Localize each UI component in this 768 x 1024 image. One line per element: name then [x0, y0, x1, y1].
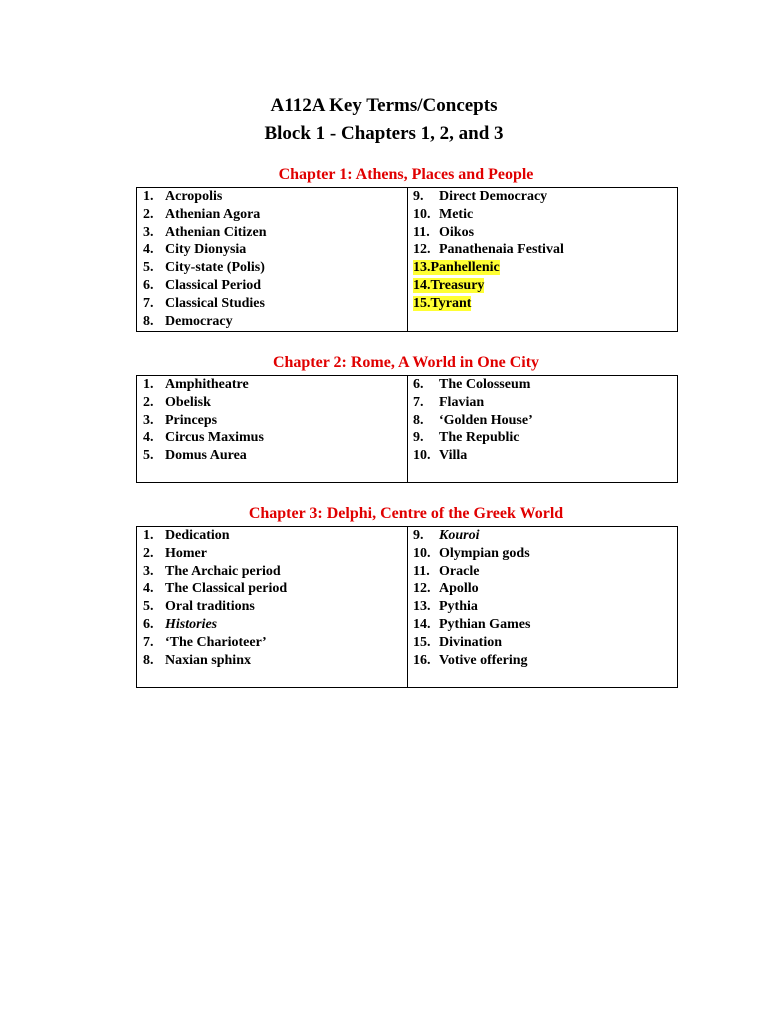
- item-number: 15.: [413, 634, 431, 650]
- term-entry: [413, 430, 520, 445]
- chapter-3-left-column: [143, 527, 287, 669]
- column-divider: [407, 376, 408, 482]
- list-item: [413, 241, 564, 259]
- chapter-1-left-column: [143, 188, 267, 330]
- item-number: 8.: [413, 412, 424, 428]
- chapter-3-heading: Chapter 3: Delphi, Centre of the Greek World: [248, 505, 564, 522]
- chapter-3-terms-table: [136, 526, 678, 688]
- term-entry: [413, 546, 530, 561]
- item-term: Domus Aurea: [165, 448, 247, 464]
- term-entry: [413, 448, 467, 463]
- item-number: 3.: [143, 224, 154, 240]
- item-number: 2.: [143, 206, 154, 222]
- item-number: 10.: [413, 448, 431, 464]
- list-item: [413, 447, 533, 465]
- list-item: [413, 563, 530, 581]
- item-term: Direct Democracy: [439, 189, 548, 204]
- item-number: 13.: [413, 599, 431, 615]
- item-number: 5.: [143, 260, 154, 276]
- item-number: 3.: [143, 563, 154, 579]
- list-item: [413, 394, 533, 412]
- item-number: 4.: [143, 242, 154, 258]
- list-item: [143, 224, 267, 242]
- chapter-1-right-column: [413, 188, 564, 313]
- chapter-3-right-column: [413, 527, 530, 669]
- item-term: Naxian sphinx: [165, 652, 251, 668]
- list-item: [143, 580, 287, 598]
- list-item: [413, 545, 530, 563]
- highlighted-term: [413, 278, 484, 293]
- term-entry: [413, 617, 530, 632]
- list-item: [143, 634, 287, 652]
- list-item: [143, 376, 264, 394]
- item-term: Votive offering: [439, 652, 528, 668]
- item-number: 5.: [143, 599, 154, 615]
- item-term: City Dionysia: [165, 242, 247, 258]
- term-entry: [413, 581, 479, 596]
- item-number: 1.: [143, 528, 154, 543]
- item-term: Oracle: [439, 563, 480, 579]
- item-number: 7.: [143, 634, 154, 650]
- item-number: 11.: [413, 224, 430, 240]
- term-entry: [143, 581, 287, 596]
- item-number: 14.: [413, 616, 431, 632]
- chapter-1-terms-table: [136, 187, 678, 332]
- item-number: 4.: [143, 430, 154, 446]
- item-term: Circus Maximus: [165, 430, 264, 446]
- item-term: Athenian Agora: [165, 206, 261, 222]
- term-entry: [413, 225, 474, 240]
- item-term: Acropolis: [165, 189, 223, 204]
- term-entry: [143, 528, 230, 543]
- list-item: [413, 277, 564, 295]
- term-entry: [413, 377, 530, 392]
- list-item: [143, 412, 264, 430]
- item-term: Metic: [439, 206, 474, 222]
- item-number: 4.: [143, 581, 154, 597]
- list-item: [413, 429, 533, 447]
- term-entry: [143, 653, 251, 668]
- item-term: Histories: [165, 616, 218, 632]
- term-entry: [143, 617, 217, 632]
- term-entry: [143, 635, 267, 650]
- term-entry: [143, 599, 255, 614]
- item-number: 11.: [413, 563, 430, 579]
- item-number: 3.: [143, 412, 154, 428]
- item-term: Villa: [439, 448, 468, 464]
- list-item: [143, 429, 264, 447]
- item-term: Democracy: [165, 313, 233, 329]
- item-term: Oikos: [439, 224, 475, 240]
- item-number: 5.: [143, 448, 154, 464]
- item-term: Flavian: [439, 394, 485, 410]
- term-entry: [143, 260, 265, 275]
- document-subtitle: Block 1 - Chapters 1, 2, and 3: [264, 123, 504, 144]
- list-item: [143, 259, 267, 277]
- term-entry: [143, 189, 222, 204]
- item-term: Classical Period: [165, 277, 262, 293]
- list-item: [143, 295, 267, 313]
- item-number: 14.: [413, 277, 431, 293]
- item-number: 12.: [413, 581, 431, 597]
- term-entry: [143, 430, 264, 445]
- item-number: 7.: [143, 295, 154, 311]
- item-number: 16.: [413, 652, 431, 668]
- list-item: [143, 241, 267, 259]
- item-term: Divination: [439, 634, 503, 650]
- list-item: [413, 616, 530, 634]
- term-entry: [143, 225, 267, 240]
- term-entry: [143, 448, 247, 463]
- list-item: [413, 412, 533, 430]
- term-entry: [143, 207, 260, 222]
- term-entry: [413, 635, 502, 650]
- term-entry: [413, 653, 528, 668]
- chapter-1-heading: Chapter 1: Athens, Places and People: [278, 166, 534, 183]
- item-term: Olympian gods: [439, 545, 530, 561]
- item-term: The Republic: [439, 430, 520, 446]
- list-item: [143, 447, 264, 465]
- item-term: Apollo: [439, 581, 479, 597]
- chapter-2-terms-table: [136, 375, 678, 483]
- item-term: The Archaic period: [165, 563, 281, 579]
- item-term: The Classical period: [165, 581, 288, 597]
- list-item: [143, 188, 267, 206]
- list-item: [143, 206, 267, 224]
- item-term: Treasury: [430, 277, 485, 293]
- list-item: [413, 259, 564, 277]
- chapter-2-right-column: [413, 376, 533, 465]
- column-divider: [407, 188, 408, 331]
- list-item: [413, 580, 530, 598]
- highlighted-term: [413, 260, 500, 275]
- list-item: [413, 206, 564, 224]
- list-item: [413, 188, 564, 206]
- item-term: Pythia: [439, 599, 478, 615]
- list-item: [143, 394, 264, 412]
- list-item: [413, 295, 564, 313]
- item-term: Princeps: [165, 412, 218, 428]
- item-term: Obelisk: [165, 394, 211, 410]
- list-item: [413, 376, 533, 394]
- column-divider: [407, 527, 408, 687]
- list-item: [143, 616, 287, 634]
- item-term: Oral traditions: [165, 599, 255, 615]
- list-item: [143, 277, 267, 295]
- item-number: 1.: [143, 189, 154, 204]
- item-term: Homer: [165, 545, 207, 561]
- term-entry: [143, 546, 207, 561]
- item-number: 6.: [413, 377, 424, 392]
- list-item: [143, 313, 267, 331]
- item-term: The Colosseum: [439, 377, 531, 392]
- chapter-2-left-column: [143, 376, 264, 465]
- item-term: Panhellenic: [430, 260, 500, 276]
- term-entry: [413, 528, 479, 543]
- term-entry: [143, 413, 217, 428]
- item-number: 8.: [143, 652, 154, 668]
- list-item: [143, 527, 287, 545]
- item-number: 12.: [413, 242, 431, 258]
- item-number: 6.: [143, 277, 154, 293]
- item-number: 7.: [413, 394, 424, 410]
- item-term: Panathenaia Festival: [439, 242, 564, 258]
- item-number: 13.: [413, 260, 431, 276]
- item-term: Kouroi: [439, 528, 480, 543]
- item-number: 9.: [413, 189, 424, 204]
- item-term: Pythian Games: [439, 616, 531, 632]
- list-item: [143, 563, 287, 581]
- term-entry: [143, 395, 211, 410]
- item-number: 10.: [413, 545, 431, 561]
- term-entry: [413, 413, 533, 428]
- term-entry: [413, 564, 479, 579]
- item-number: 2.: [143, 394, 154, 410]
- item-number: 2.: [143, 545, 154, 561]
- list-item: [143, 652, 287, 670]
- item-term: Athenian Citizen: [165, 224, 267, 240]
- list-item: [413, 652, 530, 670]
- document-title: A112A Key Terms/Concepts: [270, 95, 498, 116]
- item-term: Dedication: [165, 528, 230, 543]
- term-entry: [413, 242, 564, 257]
- list-item: [413, 224, 564, 242]
- term-entry: [143, 314, 233, 329]
- item-number: 8.: [143, 313, 154, 329]
- item-number: 9.: [413, 528, 424, 543]
- term-entry: [413, 207, 473, 222]
- chapter-2-heading: Chapter 2: Rome, A World in One City: [272, 354, 540, 371]
- item-term: ‘Golden House’: [439, 412, 533, 428]
- item-term: Classical Studies: [165, 295, 265, 311]
- item-number: 6.: [143, 616, 154, 632]
- list-item: [413, 527, 530, 545]
- term-entry: [413, 395, 484, 410]
- term-entry: [413, 189, 547, 204]
- term-entry: [143, 278, 261, 293]
- list-item: [413, 598, 530, 616]
- item-term: City-state (Polis): [165, 260, 265, 276]
- item-term: Tyrant: [430, 295, 472, 311]
- term-entry: [143, 377, 249, 392]
- item-number: 9.: [413, 430, 424, 446]
- item-number: 1.: [143, 377, 154, 392]
- list-item: [143, 545, 287, 563]
- list-item: [413, 634, 530, 652]
- term-entry: [143, 564, 281, 579]
- list-item: [143, 598, 287, 616]
- item-term: ‘The Charioteer’: [165, 634, 267, 650]
- term-entry: [143, 296, 265, 311]
- item-term: Amphitheatre: [165, 377, 249, 392]
- term-entry: [413, 599, 478, 614]
- term-entry: [143, 242, 246, 257]
- highlighted-term: [413, 296, 471, 311]
- item-number: 10.: [413, 206, 431, 222]
- item-number: 15.: [413, 295, 431, 311]
